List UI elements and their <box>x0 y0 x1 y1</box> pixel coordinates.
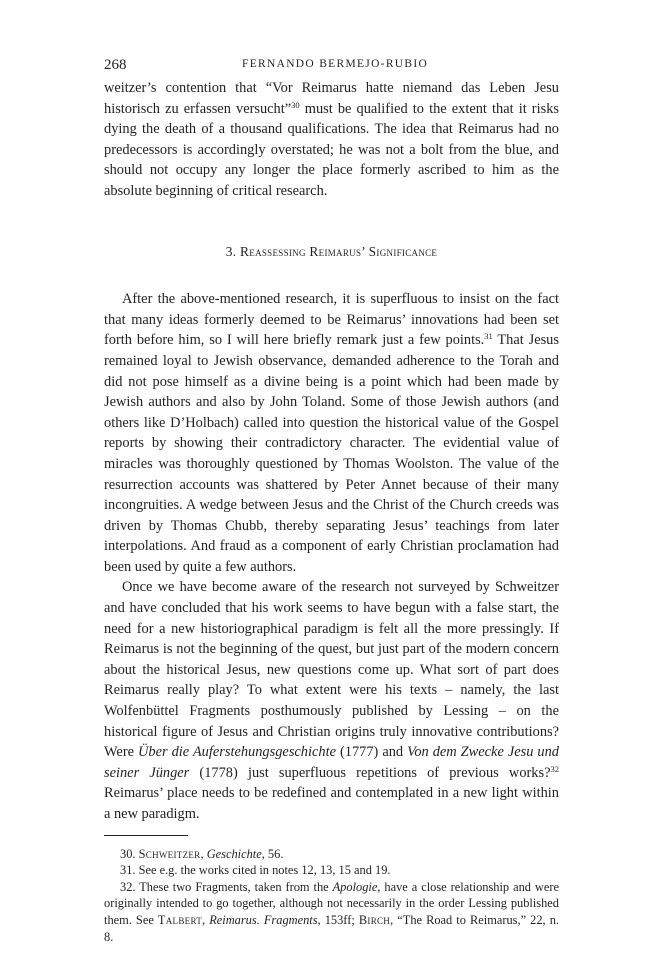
title-von-dem-zwecke: Von dem Zwecke Jesu und seiner Jünger <box>104 744 559 781</box>
footnote-text: These two Fragments, taken from the <box>139 879 333 894</box>
author-talbert: Talbert <box>157 912 203 927</box>
footnote-text: See e.g. the works cited in notes 12, 13, 15 and 19. <box>138 863 391 878</box>
page-number: 268 <box>104 57 127 73</box>
para2-text-2: (1777) and <box>335 744 408 761</box>
footnote-text: , have a close relationship and were originally intended to go together, although not necessarily in the order Lessing published them. See <box>104 879 559 927</box>
footnote-31 <box>104 862 559 879</box>
footnote-text: , <box>200 846 207 861</box>
footnote-number: 31. <box>120 863 139 878</box>
footnote-ref-31[interactable]: 31 <box>484 331 493 342</box>
footnote-text: , “The Road to Reimarus,” 22, n. 8. <box>104 912 559 944</box>
intro-paragraph <box>104 78 559 202</box>
footnote-ref-30[interactable]: 30 <box>291 99 300 110</box>
footnote-32 <box>104 879 559 945</box>
para2-text-1: Once we have become aware of the research not surveyed by Schweitzer and have concluded that his work seems to have begun with a false start, the need for a new historiographical paradigm is felt all the more pressingly. If Reimarus is not the beginning of the quest, but just part of the modern concern about the historical Jesus, new questions come up. What sort of part does Reimarus really play? To what extent were his texts – namely, the last Wolfenbüttel Fragments posthumously published by Lessing – on the historical figure of Jesus and Christian origins truly innovative contributions? Were <box>104 579 559 761</box>
title-apologie: Apologie <box>332 879 378 894</box>
footnote-text: , 56. <box>261 846 284 861</box>
section-heading <box>104 242 559 263</box>
title-reimarus-fragments: Reimarus. Fragments <box>209 912 318 927</box>
footnote-number: 32. <box>120 879 140 894</box>
para1-text-2: That Jesus remained loyal to Jewish observance, demanded adherence to the Torah and did not pose himself as a divine being is a point which had been made by Jewish authors and also by John Toland. Some of those Jewish authors (and others like D’Holbach) called into question the historical value of the Gospel reports by showing their contradictory character. The evidential value of miracles was thoroughly questioned by Thomas Woolston. The value of the resurrection accounts was shattered by Peter Annet because of their many incongruities. A wedge between Jesus and the Christ of the Church creeds was driven by Thomas Chubb, thereby separating Jesus’ teachings from later interpolations. And fraud as a component of early Christian proclamation had been used by quite a few authors. <box>104 332 559 575</box>
footnote-text: , <box>202 912 210 927</box>
paragraph-2 <box>104 577 559 824</box>
author-birch: Birch <box>358 912 391 927</box>
running-head: FERNANDO BERMEJO-RUBIO <box>242 58 429 70</box>
para1-text-1: After the above-mentioned research, it is superfluous to insist on the fact that many ideas formerly deemed to be Reimarus’ innovations had been set forth before him, so I will here briefly remark just a few points. <box>104 291 559 349</box>
footnote-text: , 153ff; <box>317 912 359 927</box>
author-schweitzer: Schweitzer <box>138 846 201 861</box>
footnote-ref-32[interactable]: 32 <box>550 763 559 774</box>
book-page <box>104 56 559 945</box>
footnote-divider <box>104 835 188 836</box>
paragraph-1 <box>104 289 559 577</box>
section-heading-text: 3. Reassessing Reimarus’ Significance <box>225 243 438 259</box>
page-header <box>104 56 559 78</box>
title-geschichte: Geschichte <box>206 846 262 861</box>
footnotes <box>104 846 559 946</box>
body-text <box>104 78 559 825</box>
footnote-30 <box>104 846 559 863</box>
intro-text-2: must be qualified to the extent that it risks dying the death of a thousand qualifications. The idea that Reimarus had no predecessors is accordingly overstated; he was not a bolt from the blue, and should not occupy any longer the place formerly ascribed to him as the absolute beginning of critical research. <box>104 100 559 199</box>
para2-text-3: (1778) just superfluous repetitions of previous works? <box>189 764 551 781</box>
intro-text-1: weitzer’s contention that “Vor Reimarus hatte niemand das Leben Jesu historisch zu erfassen versucht” <box>104 80 559 117</box>
para2-text-4: Reimarus’ place needs to be redefined and contemplated in a new light within a new paradigm. <box>104 785 559 822</box>
title-auferstehungsgeschichte: Über die Auferstehungsgeschichte <box>138 744 336 761</box>
footnote-number: 30. <box>120 846 139 861</box>
